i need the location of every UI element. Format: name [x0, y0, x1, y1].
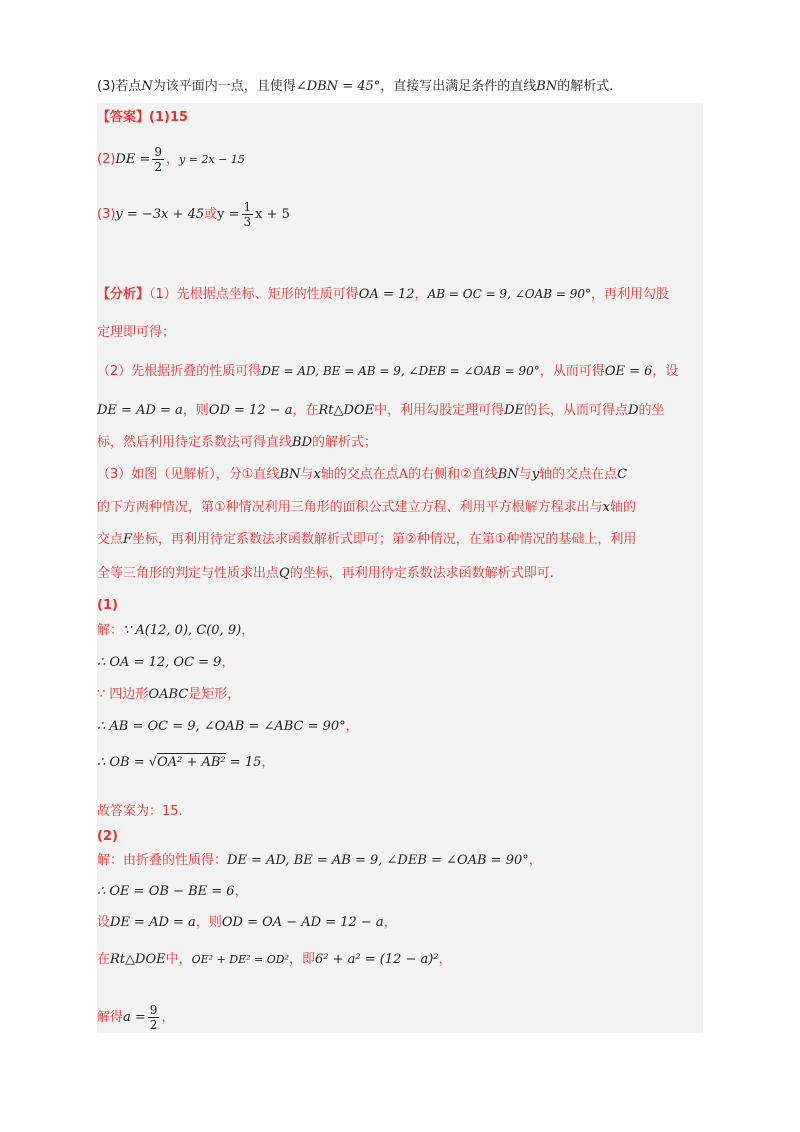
fraction-numerator: 1 — [243, 200, 252, 214]
answer-2-fraction — [152, 145, 164, 174]
analysis-text: （1）先根据点坐标、矩形的性质可得 — [149, 287, 359, 302]
solution-text: 在 — [97, 952, 111, 967]
solution-text: ， — [161, 1010, 175, 1025]
analysis-point-a: A — [398, 467, 409, 482]
angle-dbn: ∠DBN = 45° — [295, 79, 381, 94]
analysis-text: 轴的交点在点 — [539, 467, 618, 482]
analysis-line-9 — [97, 564, 554, 584]
analysis-text: 与 — [518, 467, 532, 482]
analysis-line-7 — [97, 498, 636, 518]
analysis-text: 全等三角形的判定与性质求出点 — [97, 566, 280, 581]
solution-eq: 6² + a² = (12 − a)² — [315, 952, 439, 967]
answer-2-label: (2) — [97, 152, 116, 167]
answer-3-or: 或 — [204, 207, 218, 222]
answer-line-3 — [97, 200, 290, 229]
analysis-y: y — [531, 467, 540, 482]
solution-text: ， — [345, 719, 359, 734]
analysis-line-4 — [97, 401, 665, 421]
analysis-line-2 — [97, 323, 175, 343]
analysis-line-8 — [97, 530, 636, 550]
solution-1-label: (1) — [97, 598, 118, 613]
analysis-text: 的坐 — [638, 403, 665, 418]
solution-1-line-1 — [97, 621, 254, 641]
answer-3-eq2-lhs: y = — [217, 207, 240, 222]
fraction-denominator: 2 — [149, 1018, 158, 1032]
analysis-text: 标，然后利用待定系数法可得直线 — [97, 435, 293, 450]
analysis-text: 轴的 — [610, 500, 637, 515]
analysis-text: 定理即可得； — [97, 325, 176, 340]
analysis-text: 与 — [300, 467, 314, 482]
analysis-tag: 【分析】 — [97, 287, 150, 302]
line-bn: BN — [536, 79, 558, 94]
fraction-denominator: 3 — [243, 215, 252, 229]
solution-text: ， — [528, 853, 542, 868]
analysis-x: x — [313, 467, 321, 482]
solution-text: 解：由折叠的性质得： — [97, 853, 228, 868]
solution-text: 解： — [97, 623, 124, 638]
solution-2-line-1 — [97, 851, 542, 871]
analysis-line-5 — [97, 433, 377, 453]
analysis-point-d: D — [628, 403, 639, 418]
answer-3-eq2-rhs: x + 5 — [255, 207, 290, 222]
sqrt-radicand: OA² + AB² — [157, 755, 226, 770]
analysis-ab: AB = OC = 9, ∠OAB = 90° — [427, 287, 592, 301]
analysis-text: 的长，从而可得点 — [524, 403, 629, 418]
analysis-text: 交点 — [97, 532, 124, 547]
analysis-text: 轴的交点在点 — [320, 467, 399, 482]
sqrt-sign: √ — [148, 755, 158, 770]
analysis-oa: OA = 12 — [358, 287, 415, 302]
answer-tag: 【答案】 — [97, 110, 150, 125]
solution-eq: a = — [123, 1010, 146, 1025]
answer-2-de: DE = — [115, 152, 151, 167]
solution-eq: DE = AD, BE = AB = 9, ∠DEB = ∠OAB = 90° — [227, 853, 529, 868]
analysis-text: ，在 — [292, 403, 319, 418]
answer-1: (1)15 — [149, 110, 189, 125]
answer-2-equation: y = 2x − 15 — [179, 153, 245, 166]
solution-text: ， — [261, 755, 275, 770]
analysis-fold-eq: DE = AD, BE = AB = 9, ∠DEB = ∠OAB = 90° — [261, 364, 540, 378]
analysis-text: ，则 — [182, 403, 209, 418]
solution-text: ∵ 四边形 — [97, 687, 149, 702]
analysis-line-1 — [97, 284, 669, 305]
question-prefix: (3)若点 — [97, 79, 142, 94]
fraction-numerator: 9 — [154, 145, 162, 159]
analysis-x: x — [602, 500, 610, 515]
fraction-numerator: 9 — [149, 1003, 158, 1017]
answer-line-2 — [97, 145, 245, 174]
solution-eq: = 15 — [229, 755, 262, 770]
analysis-text: （3）如图（见解析），分①直线 — [97, 467, 280, 482]
analysis-od-eq: OD = 12 − a — [208, 403, 293, 418]
solution-text: 中， — [165, 952, 192, 967]
question-mid: 为该平面内一点，且使得 — [152, 79, 296, 94]
answer-3-fraction — [242, 200, 254, 229]
question-mid2: ，直接写出满足条件的直线 — [380, 79, 537, 94]
solution-eq: OABC — [148, 687, 189, 702]
analysis-text: （2）先根据折叠的性质可得 — [97, 364, 262, 379]
analysis-text: 的解析式； — [312, 435, 378, 450]
solution-1-line-2 — [97, 653, 234, 673]
analysis-bd: BD — [292, 435, 312, 450]
solution-1-line-5 — [97, 753, 274, 773]
solution-1-final: 故答案为：15. — [97, 804, 183, 819]
question-3 — [97, 76, 707, 98]
analysis-text: 的坐标，再利用待定系数法求函数解析式即可. — [289, 566, 554, 581]
analysis-bn: BN — [497, 467, 519, 482]
analysis-point-q: Q — [279, 566, 290, 581]
solution-1-line-3 — [97, 685, 240, 705]
solution-eq: ∴ OE = OB − BE = 6 — [97, 884, 235, 899]
solution-2-line-5 — [97, 1003, 174, 1032]
analysis-point-f: F — [123, 532, 133, 547]
solution-2-line-3 — [97, 913, 397, 933]
solution-text: ，即 — [289, 952, 316, 967]
solution-eq: ∴ OA = 12, OC = 9 — [97, 655, 222, 670]
solution-2-line-2 — [97, 882, 248, 902]
solution-eq: ∴ OB = — [97, 755, 145, 770]
analysis-line-3 — [97, 361, 678, 382]
solution-text: ， — [438, 952, 452, 967]
analysis-text: ，再利用勾股 — [591, 287, 670, 302]
solution-text: ， — [383, 915, 397, 930]
answer-block — [97, 103, 703, 1033]
analysis-text: ，从而可得 — [539, 364, 605, 379]
answer-3-label: (3) — [97, 207, 116, 222]
analysis-triangle: Rt△DOE — [318, 403, 375, 418]
solution-text: ， — [241, 623, 255, 638]
analysis-bn: BN — [279, 467, 301, 482]
solution-text: ， — [221, 655, 235, 670]
solution-2-label: (2) — [97, 829, 118, 844]
solution-text: ， — [234, 884, 248, 899]
analysis-text: 中，利用勾股定理可得 — [374, 403, 505, 418]
solution-2-line-4 — [97, 950, 452, 970]
solution-eq: Rt△DOE — [110, 952, 166, 967]
analysis-text: 的下方两种情况，第①种情况利用三角形的面积公式建立方程、利用平方根解方程求出与 — [97, 500, 603, 515]
fraction-denominator: 2 — [154, 160, 162, 174]
solution-eq: OE² + DE² = OD² — [191, 953, 290, 966]
point-n: N — [141, 79, 153, 94]
analysis-point-c: C — [617, 467, 628, 482]
solution-text: 设 — [97, 915, 111, 930]
analysis-de: DE — [504, 403, 525, 418]
analysis-text: ， — [414, 287, 428, 302]
solution-text: ，则 — [195, 915, 222, 930]
analysis-line-6 — [97, 465, 627, 485]
answer-2-comma: ， — [166, 152, 180, 167]
answer-line-1 — [97, 108, 188, 128]
solution-eq: ∴ AB = OC = 9, ∠OAB = ∠ABC = 90° — [97, 719, 346, 734]
analysis-text: 的右侧和②直线 — [408, 467, 498, 482]
solution-text: 解得 — [97, 1010, 124, 1025]
analysis-text: 坐标，再利用待定系数法求函数解析式即可；第②种情况，在第①种情况的基础上，利用 — [132, 532, 637, 547]
solution-eq: ∵ A(12, 0), C(0, 9) — [123, 623, 242, 638]
solution-eq: DE = AD = a — [110, 915, 196, 930]
question-suffix: 的解析式. — [557, 79, 614, 94]
analysis-de-eq: DE = AD = a — [97, 403, 183, 418]
analysis-text: ，设 — [652, 364, 679, 379]
solution-eq: OD = OA − AD = 12 − a — [221, 915, 384, 930]
solution-text: 是矩形， — [188, 687, 241, 702]
answer-3-eq1: y = −3x + 45 — [115, 207, 205, 222]
solution-2-fraction — [148, 1003, 160, 1032]
analysis-oe: OE = 6 — [604, 364, 653, 379]
solution-1-line-4 — [97, 717, 359, 737]
